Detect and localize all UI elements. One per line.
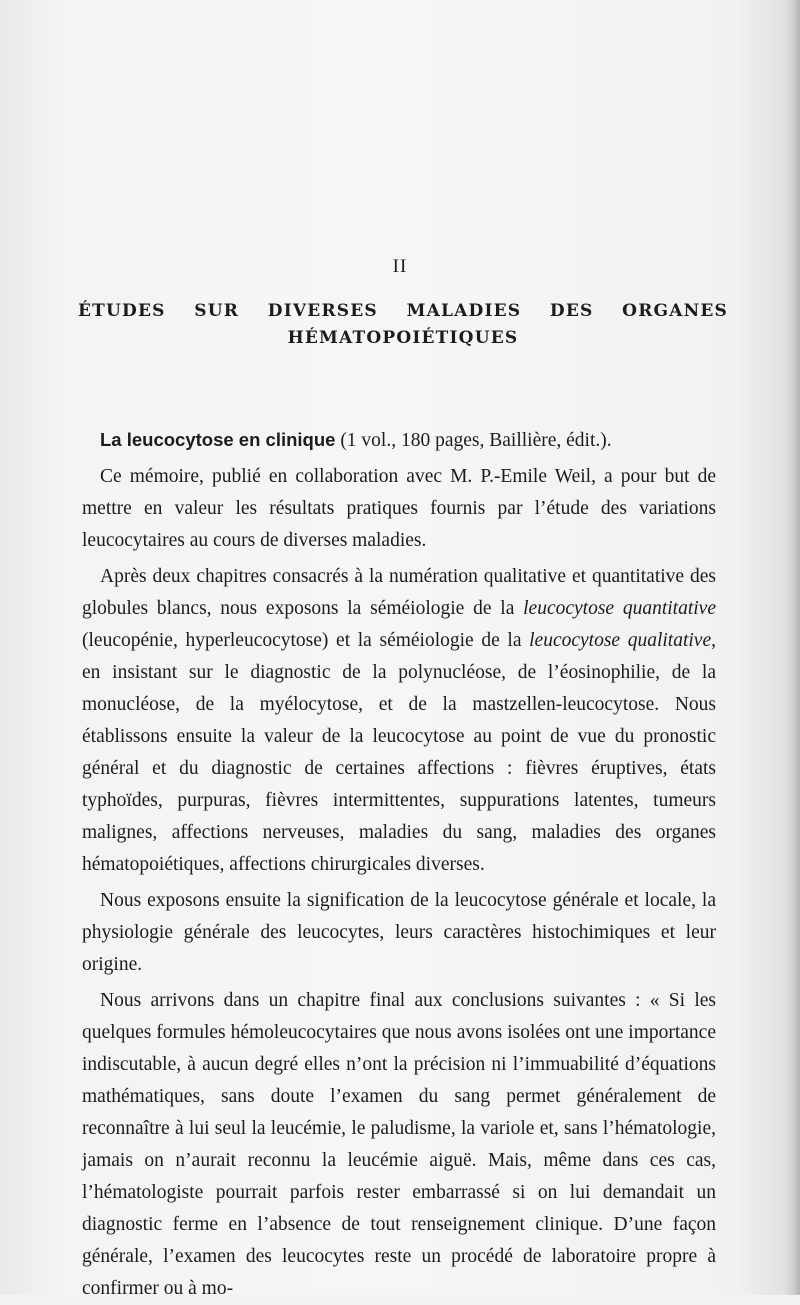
paragraph-2-part-a: Après deux chapitres consacrés à la numération qualitative et quantitative des globules blancs, nous exposons la séméiologie de la — [82, 566, 716, 619]
emphasis-leucocytose-quantitative: leucocytose quantitative — [523, 598, 716, 619]
emphasis-leucocytose-qualitative: leucocytose qualitative — [529, 630, 712, 651]
reference-title: La leucocytose en clinique — [100, 429, 336, 450]
body-text — [82, 424, 716, 1305]
chapter-number: II — [392, 256, 408, 277]
chapter-title — [78, 298, 728, 352]
paragraph-3: Nous exposons ensuite la signification de la leucocytose générale et locale, la physiologie générale des leucocytes, leurs caractères histochimiques et leur origine. — [82, 890, 716, 975]
paragraph-2 — [82, 561, 716, 881]
chapter-title-line-1: ÉTUDES SUR DIVERSES MALADIES DES ORGANES — [78, 301, 728, 321]
paragraph-4: Nous arrivons dans un chapitre final aux conclusions suivantes : « Si les quelques formules hémoleucocytaires que nous avons isolées ont une importance indiscutable, à aucun degré elles n’ont la précision ni l’immuabilité d’équations mathématiques, sans doute l’examen du sang permet généralement de reconnaître à lui seul la leucémie, le paludisme, la variole et, sans l’hématologie, jamais on n’aurait reconnu la leucémie aiguë. Mais, même dans ces cas, l’hématologiste pourrait parfois rester embarrassé si on lui demandait un diagnostic ferme en l’absence de tout renseignement clinique. D’une façon générale, l’examen des leucocytes reste un procédé de laboratoire propre à confirmer ou à mo- — [82, 990, 716, 1299]
paragraph-1: Ce mémoire, publié en collaboration avec M. P.-Emile Weil, a pour but de mettre en valeur les résultats pratiques fournis par l’étude des variations leucocytaires au cours de diverses maladies. — [82, 466, 716, 551]
reference-line — [82, 424, 716, 457]
chapter-title-line-2: HÉMATOPOIÉTIQUES — [287, 328, 519, 348]
reference-details: (1 vol., 180 pages, Baillière, édit.). — [335, 430, 612, 451]
paragraph-2-part-c: , en insistant sur le diagnostic de la polynucléose, de l’éosinophilie, de la monucléose, de la myélocytose, et de la mastzellen-leucocytose. Nous établissons ensuite la valeur de la leucocytose au point de vue du pronostic général et du diagnostic de certaines affections : fièvres éruptives, états typhoïdes, purpuras, fièvres intermittentes, suppurations latentes, tumeurs malignes, affections nerveuses, maladies du sang, maladies des organes hématopoiétiques, affections chirurgicales diverses. — [82, 630, 716, 875]
paragraph-2-part-b: (leucopénie, hyperleucocytose) et la séméiologie de la — [82, 630, 530, 651]
page-edge-shadow — [784, 0, 800, 1295]
